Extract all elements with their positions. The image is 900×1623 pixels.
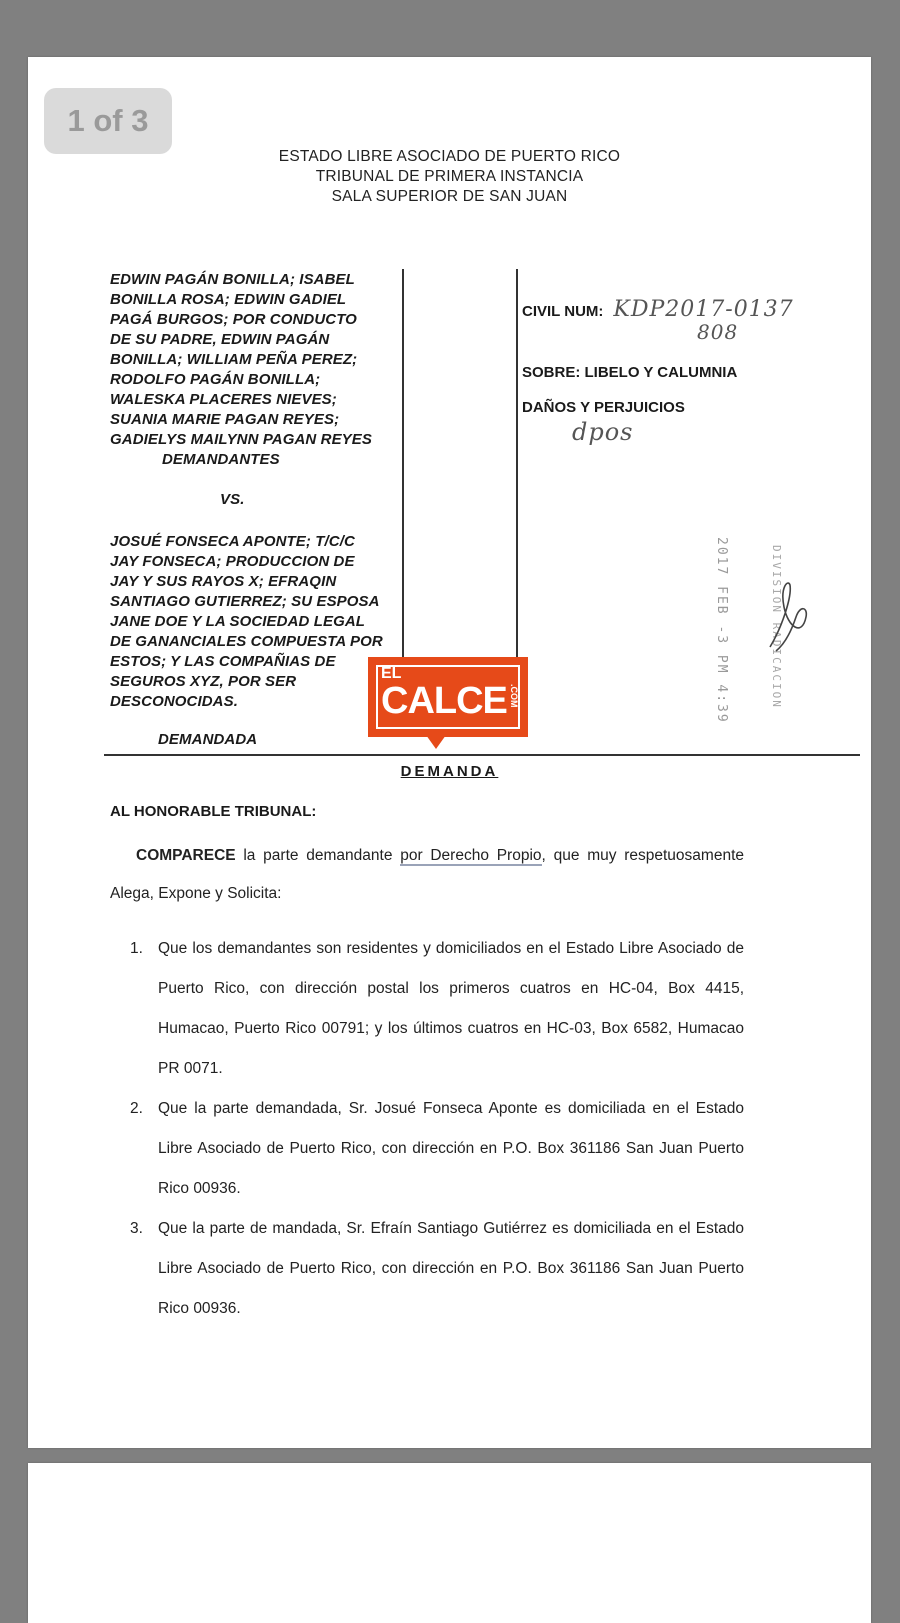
defendant-line: SEGUROS XYZ, POR SER: [110, 673, 297, 690]
plaintiff-line: DE SU PADRE, EDWIN PAGÁN: [110, 331, 330, 348]
el-calce-logo: [368, 657, 528, 751]
court-header: [28, 147, 871, 207]
plaintiff-line: RODOLFO PAGÁN BONILLA;: [110, 371, 321, 388]
logo-text-calce: CALCE: [381, 680, 507, 722]
defendant-line: JAY FONSECA; PRODUCCION DE: [110, 553, 355, 570]
caption-divider: [516, 269, 518, 679]
plaintiff-line: GADIELYS MAILYNN PAGAN REYES: [110, 431, 372, 448]
dpos-handwritten: dpos: [572, 418, 634, 446]
plaintiff-line: EDWIN PAGÁN BONILLA; ISABEL: [110, 271, 355, 288]
defendant-line: ESTOS; Y LAS COMPAÑIAS DE: [110, 653, 336, 670]
division-stamp: DIVISION RADICACION: [770, 545, 783, 709]
plaintiff-line: BONILLA; WILLIAM PEÑA PEREZ;: [110, 351, 358, 368]
claim-number: 2.: [130, 1100, 143, 1117]
defendants-label: DEMANDADA: [158, 731, 258, 748]
filing-date-stamp: 2017 FEB -3 PM 4:39: [714, 537, 729, 724]
claim-text: Que los demandantes son residentes y domiciliados en el Estado Libre Asociado de Puerto Rico, con dirección postal los primeros cuatros en HC-04, Box 4415, Humacao, Puerto Rico 00791; y los últimos cuatros en HC-03, Box 6582, Humacao PR 0071.: [158, 940, 744, 1077]
document-title: DEMANDA: [400, 763, 499, 780]
document-page-1: [28, 57, 871, 1448]
subject-line: SOBRE: LIBELO Y CALUMNIA: [522, 364, 738, 381]
plaintiff-line: BONILLA ROSA; EDWIN GADIEL: [110, 291, 347, 308]
defendant-line: SANTIAGO GUTIERREZ; SU ESPOSA: [110, 593, 380, 610]
claims-list: [130, 929, 744, 1329]
logo-box: [368, 657, 528, 737]
claim-number: 3.: [130, 1220, 143, 1237]
court-header-line: ESTADO LIBRE ASOCIADO DE PUERTO RICO: [278, 148, 621, 165]
court-header-line: TRIBUNAL DE PRIMERA INSTANCIA: [315, 168, 584, 185]
logo-text-el: EL: [381, 665, 402, 682]
defendant-line: DESCONOCIDAS.: [110, 693, 238, 710]
plaintiff-line: PAGÁ BURGOS; POR CONDUCTO: [110, 311, 357, 328]
intro-paragraph: [110, 837, 744, 913]
comparece-word: COMPARECE: [136, 847, 236, 864]
claim-number: 1.: [130, 940, 143, 957]
defendant-line: JANE DOE Y LA SOCIEDAD LEGAL: [110, 613, 366, 630]
logo-text-com: .COM: [509, 684, 519, 708]
plaintiffs-label: DEMANDANTES: [162, 451, 280, 468]
versus-label: VS.: [220, 491, 245, 508]
signature-mark: [762, 577, 812, 657]
claim-item: [130, 929, 744, 1089]
claim-text: Que la parte demandada, Sr. Josué Fonseca Aponte es domiciliada en el Estado Libre Asociado de Puerto Rico, con dirección en P.O. Box 361186 San Juan Puerto Rico 00936.: [158, 1100, 744, 1197]
room-number-handwritten: 808: [697, 320, 739, 344]
derecho-propio-underlined: por Derecho Propio: [400, 847, 542, 864]
plaintiff-line: WALESKA PLACERES NIEVES;: [110, 391, 337, 408]
civil-number-handwritten: KDP2017-0137: [613, 297, 794, 322]
case-caption-parties: [110, 270, 395, 750]
intro-text: , que muy respetuosamente Alega, Expone y Solicita:: [110, 847, 744, 902]
defendant-line: JOSUÉ FONSECA APONTE; T/C/C: [110, 533, 355, 550]
civil-number-row: [522, 297, 832, 322]
damages-line: DAÑOS Y PERJUICIOS: [522, 399, 685, 416]
civil-number-label: CIVIL NUM:: [522, 303, 604, 320]
defendant-line: DE GANANCIALES COMPUESTA POR: [110, 633, 383, 650]
intro-text: la parte demandante: [235, 847, 401, 864]
logo-speech-tail: [426, 735, 446, 749]
claim-text: Que la parte de mandada, Sr. Efraín Santiago Gutiérrez es domiciliada en el Estado Libre Asociado de Puerto Rico, con dirección en P.O. Box 361186 San Juan Puerto Rico 00936.: [158, 1220, 744, 1317]
defendant-line: JAY Y SUS RAYOS X; EFRAQIN: [110, 573, 337, 590]
page-indicator: 1 of 3: [44, 88, 172, 154]
case-info: [522, 297, 832, 446]
caption-bottom-rule: [104, 754, 860, 756]
salutation: AL HONORABLE TRIBUNAL:: [110, 803, 317, 820]
plaintiff-line: SUANIA MARIE PAGAN REYES;: [110, 411, 340, 428]
defendants-block: [110, 532, 395, 712]
court-header-line: SALA SUPERIOR DE SAN JUAN: [331, 188, 568, 205]
claim-item: [130, 1209, 744, 1329]
document-page-2: [28, 1463, 871, 1623]
claim-item: [130, 1089, 744, 1209]
